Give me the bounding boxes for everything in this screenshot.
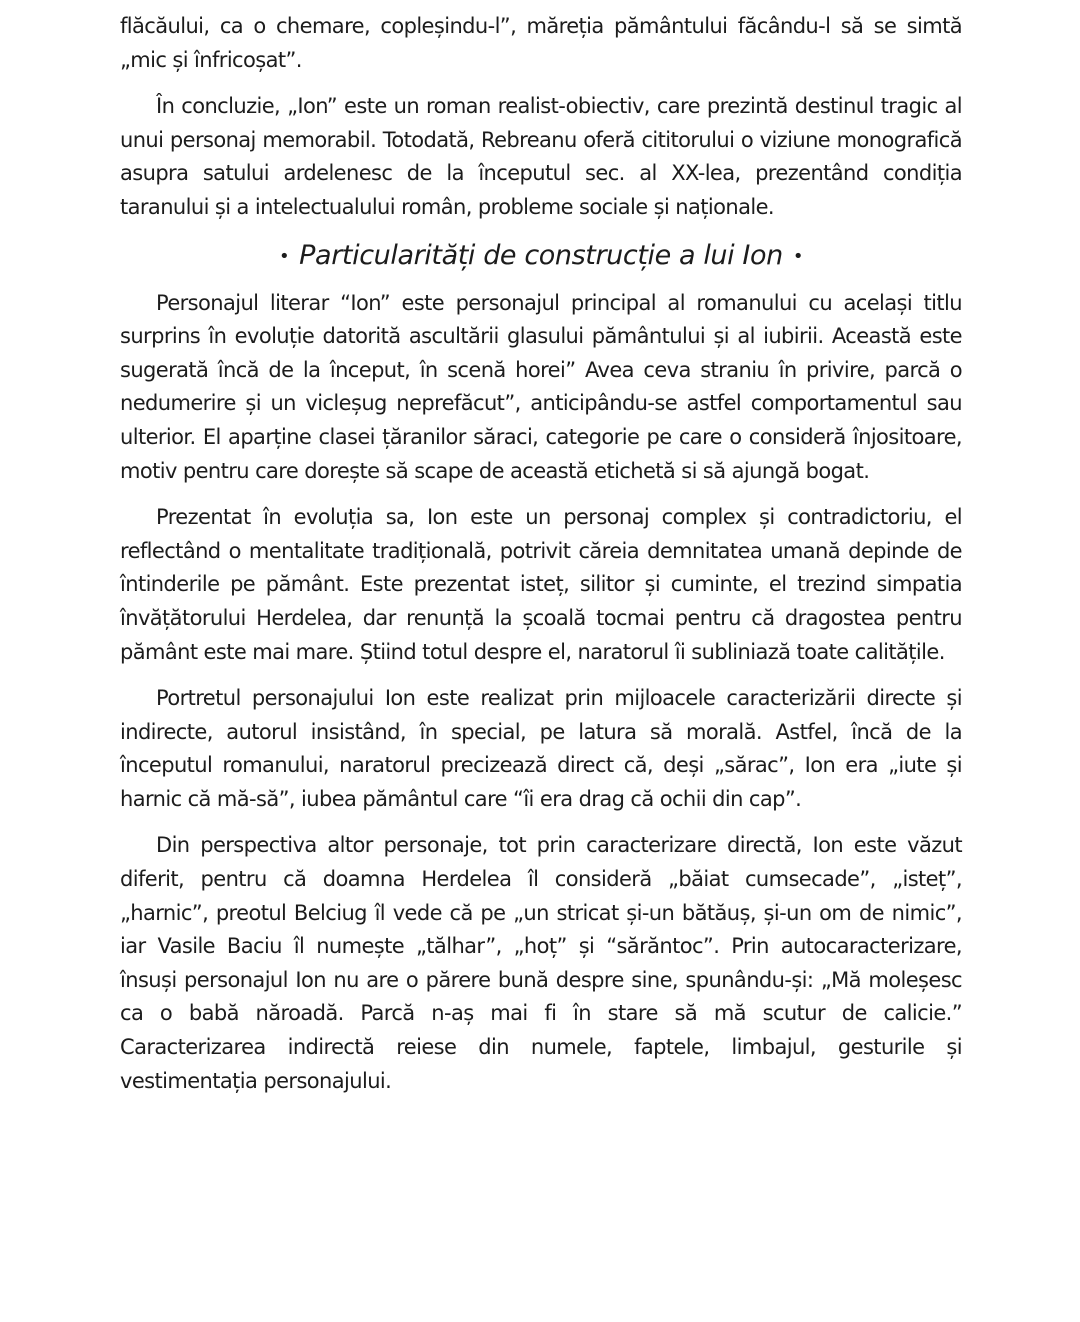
bullet-icon: •: [792, 245, 804, 267]
section-heading-text: Particularități de construcție a lui Ion: [299, 239, 783, 271]
paragraph-conclusion: În concluzie, „Ion” este un roman realist-obiectiv, care prezintă destinul tragic al unui personaj memorabil. Totodată, Rebreanu oferă cititorului o viziune monografică asupra satului ardelenesc de la începutul sec. al XX-lea, prezentând condiția taranului și a intelectualului român, probleme sociale și naționale.: [120, 94, 962, 219]
section-heading: [120, 238, 962, 275]
bullet-icon: •: [278, 245, 290, 267]
paragraph-evolutie: Prezentat în evoluția sa, Ion este un personaj complex și contradictoriu, el reflectând o mentalitate tradițională, potrivit căreia demnitatea umană depinde de întinderile pe pământ. Este prezentat isteț, silitor și cuminte, el trezind simpatia învățătorului Herdelea, dar renunță la școală tocmai pentru că dragostea pentru pământ este mai mare. Știind totul despre el, naratorul îi subliniază toate calitățile.: [120, 505, 962, 664]
paragraph-continuation: flăcăului, ca o chemare, copleșindu-l”, măreția pământului făcându-l să se simtă „mic și înfricoșat”.: [120, 14, 962, 72]
document-page: [120, 10, 962, 1111]
paragraph-personaj-literar: Personajul literar “Ion” este personajul principal al romanului cu același titlu surprins în evoluție datorită ascultării glasului pământului și al iubirii. Această este sugerată încă de la început, în scenă horei” Avea ceva straniu în privire, parcă o nedumerire și un vicleșug neprefăcut”, anticipându-se astfel comportamentul sau ulterior. El aparține clasei țăranilor săraci, categorie pe care o consideră înjositoare, motiv pentru care dorește să scape de această etichetă si să ajungă bogat.: [120, 290, 962, 483]
paragraph-perspectiva: Din perspectiva altor personaje, tot prin caracterizare directă, Ion este văzut diferit, pentru că doamna Herdelea îl consideră „băiat cumsecade”, „isteț”, „harnic”, preotul Belciug îl vede că pe „un stricat și-un bătăuș, și-un om de nimic”, iar Vasile Baciu îl numește „tălhar”, „hoț” și “sărăntoc”. Prin autocaracterizare, însuși personajul Ion nu are o părere bună despre sine, spunându-și: „Mă moleșesc ca o babă năroadă. Parcă n-aș mai fi în stare să mă scutur de calicie.” Caracterizarea indirectă reiese din numele, faptele, limbajul, gesturile și vestimentația personajului.: [120, 833, 962, 1093]
paragraph-portret: Portretul personajului Ion este realizat prin mijloacele caracterizării directe și indirecte, autorul insistând, în special, pe latura să morală. Astfel, încă de la începutul romanului, naratorul precizează direct că, deși „sărac”, Ion era „iute și harnic că mă-să”, iubea pământul care “îi era drag că ochii din cap”.: [120, 686, 962, 811]
